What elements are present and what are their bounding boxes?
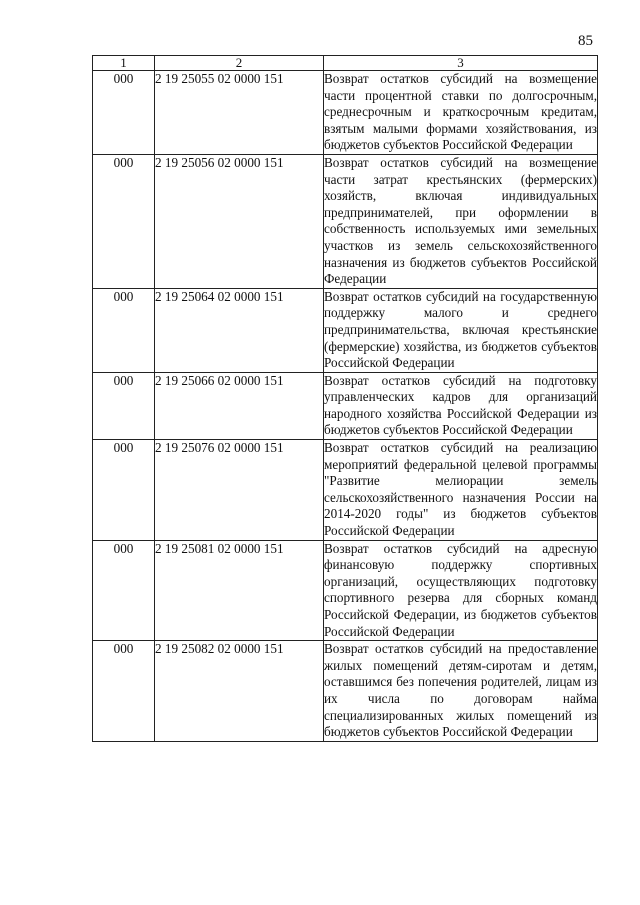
description-text: Возврат остатков субсидий на реализацию мероприятий федеральной целевой программы "Развитие мелиорации земель сельскохозяйственного назначения России на 2014-2020 годы" из бюджетов субъектов Российской Федерации: [324, 440, 597, 539]
table-row: [93, 372, 598, 439]
admin-code-cell: 000: [93, 440, 155, 541]
admin-code-cell: 000: [93, 154, 155, 288]
admin-code-cell: 000: [93, 372, 155, 439]
column-header-1: 1: [93, 56, 155, 71]
admin-code-cell: 000: [93, 288, 155, 372]
column-header-2: 2: [155, 56, 324, 71]
table-row: [93, 288, 598, 372]
page-number: 85: [578, 33, 593, 49]
admin-code-cell: 000: [93, 540, 155, 641]
budget-code-cell: 2 19 25055 02 0000 151: [155, 71, 324, 155]
description-text: Возврат остатков субсидий на предоставление жилых помещений детям-сиротам и детям, оставшимся без попечения родителей, лицам из их числа по договорам найма специализированных жилых помещений из бюджетов субъектов Российской Федерации: [324, 641, 597, 740]
description-text: Возврат остатков субсидий на адресную финансовую поддержку спортивных организаций, осуществляющих подготовку спортивного резерва для сборных команд Российской Федерации, из бюджетов субъектов Российской Федерации: [324, 540, 597, 639]
table-row: [93, 540, 598, 641]
description-cell: [324, 641, 598, 742]
description-text: Возврат остатков субсидий на возмещение части затрат крестьянских (фермерских) хозяйств, включая индивидуальных предпринимателей, при оформлении в собственность используемых ими земельных участков из земель сельскохозяйственного назначения из бюджетов субъектов Российской Федерации: [324, 154, 597, 287]
budget-codes-table: [92, 55, 598, 742]
description-cell: [324, 372, 598, 439]
budget-code-cell: 2 19 25076 02 0000 151: [155, 440, 324, 541]
budget-code-cell: 2 19 25082 02 0000 151: [155, 641, 324, 742]
budget-code-cell: 2 19 25056 02 0000 151: [155, 154, 324, 288]
description-text: Возврат остатков субсидий на государственную поддержку малого и среднего предпринимательства, включая крестьянские (фермерские) хозяйства, из бюджетов субъектов Российской Федерации: [324, 288, 597, 371]
table-header-row: [93, 56, 598, 71]
admin-code-cell: 000: [93, 641, 155, 742]
budget-code-cell: 2 19 25081 02 0000 151: [155, 540, 324, 641]
table-row: [93, 641, 598, 742]
admin-code-cell: 000: [93, 71, 155, 155]
table-row: [93, 154, 598, 288]
budget-code-cell: 2 19 25066 02 0000 151: [155, 372, 324, 439]
description-cell: [324, 71, 598, 155]
table-row: [93, 71, 598, 155]
budget-code-cell: 2 19 25064 02 0000 151: [155, 288, 324, 372]
description-cell: [324, 540, 598, 641]
description-cell: [324, 440, 598, 541]
description-cell: [324, 288, 598, 372]
description-text: Возврат остатков субсидий на подготовку управленческих кадров для организаций народного хозяйства Российской Федерации из бюджетов субъектов Российской Федерации: [324, 372, 597, 438]
description-text: Возврат остатков субсидий на возмещение части процентной ставки по долгосрочным, среднесрочным и краткосрочным кредитам, взятым малыми формами хозяйствования, из бюджетов субъектов Российской Федерации: [324, 71, 597, 153]
table-row: [93, 440, 598, 541]
description-cell: [324, 154, 598, 288]
column-header-3: 3: [324, 56, 598, 71]
